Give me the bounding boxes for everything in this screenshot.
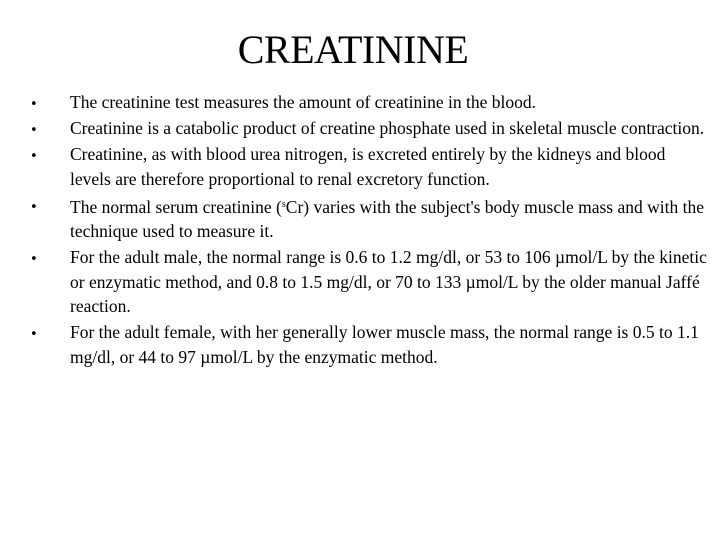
bullet-item [30, 245, 710, 319]
bullet-text: For the adult female, with her generally lower muscle mass, the normal range is 0.5 to 1.1 mg/dl, or 44 to 97 µmol/L by the enzymatic method. [70, 322, 699, 367]
bullet-text-after: Cr) varies with the subject's body muscle mass and with the technique used to measure it. [70, 196, 704, 241]
bullet-item [30, 320, 710, 369]
superscript-s: s [281, 198, 286, 210]
bullet-dot-icon [30, 193, 50, 221]
bullet-dot-icon [30, 320, 50, 348]
bullet-text: Creatinine, as with blood urea nitrogen, is excreted entirely by the kidneys and blood levels are therefore proportional to renal excretory function. [70, 144, 666, 189]
bullet-text: For the adult male, the normal range is 0.6 to 1.2 mg/dl, or 53 to 106 µmol/L by the kinetic or enzymatic method, and 0.8 to 1.5 mg/dl, or 70 to 133 µmol/L by the older manual Jaffé reaction. [70, 247, 707, 316]
bullet-item [30, 116, 710, 141]
bullet-dot-icon [30, 142, 50, 170]
bullet-dot-icon [30, 245, 50, 273]
bullet-item [30, 193, 710, 244]
bullet-dot-icon [30, 116, 50, 144]
bullet-item [30, 90, 710, 115]
bullet-text-before: The normal serum creatinine ( [70, 196, 282, 217]
bullet-text: Creatinine is a catabolic product of creatine phosphate used in skeletal muscle contraction. [70, 118, 705, 138]
bullet-text [70, 197, 704, 242]
bullet-item [30, 142, 710, 191]
bullet-dot-icon [30, 90, 50, 118]
bullet-text: The creatinine test measures the amount of creatinine in the blood. [70, 92, 537, 112]
slide-title: CREATININE [237, 27, 469, 72]
bullet-list [30, 90, 710, 371]
